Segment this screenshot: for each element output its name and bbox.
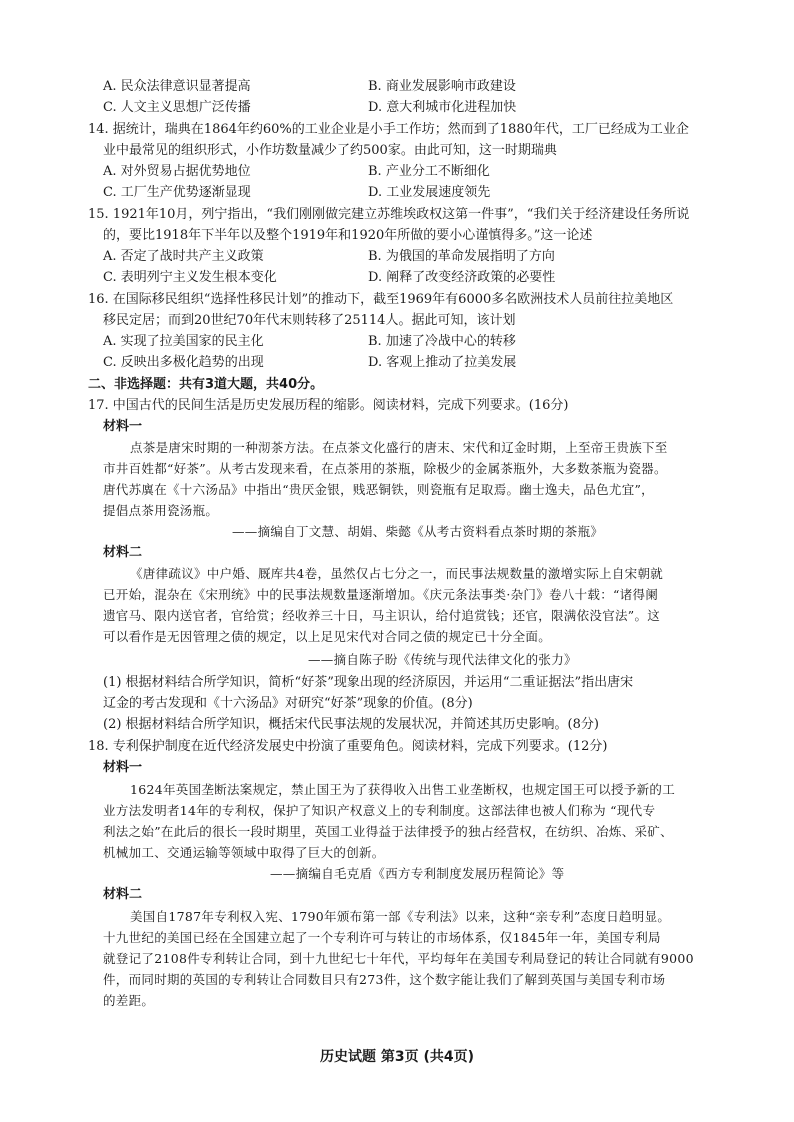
q18-material-1-line-4: 机械加工、交通运输等领域中取得了巨大的创新。 — [103, 845, 385, 860]
q15-option-d: D. 阐释了改变经济政策的必要性 — [368, 270, 556, 285]
q16-option-b: B. 加速了冷战中心的转移 — [368, 334, 516, 349]
q18-material-1-line-1: 1624年英国垄断法案规定，禁止国王为了获得收入出售工业垄断权，也规定国王可以授予新的工 — [130, 782, 676, 797]
q18-material-1-line-2: 业方法发明者14年的专利权，保护了知识产权意义上的专利制度。这部法律也被人们称为 “现代专 — [103, 803, 656, 818]
q13-option-b: B. 商业发展影响市政建设 — [368, 79, 516, 94]
q17-material-1-line-2: 市井百姓都“好茶”。从考古发现来看，在点茶用的茶瓶，除极少的金属茶瓶外，大多数茶瓶为瓷器。 — [103, 461, 667, 476]
q17-material-2-title: 材料二 — [103, 545, 143, 560]
q15-option-a: A. 否定了战时共产主义政策 — [103, 249, 264, 264]
q16-option-d: D. 客观上推动了拉美发展 — [368, 355, 517, 370]
q17-material-2-line-4: 可以看作是无因管理之债的规定，以上足见宋代对合同之债的规定已十分全面。 — [103, 629, 552, 644]
q18-material-2-line-3: 就登记了2108件专利转让合同，到十九世纪七十年代，平均每年在美国专利局登记的转让合同就有9000 — [103, 951, 694, 966]
q15-stem-line-2: 的，要比1918年下半年以及整个1919年和1920年所做的要小心谨慎得多。”这一论述 — [103, 228, 593, 243]
q13-option-d: D. 意大利城市化进程加快 — [368, 100, 517, 115]
q18-material-1-title: 材料一 — [103, 760, 143, 775]
q17-requirement-1-line-1: (1) 根据材料结合所学知识，简析“好茶”现象出现的经济原因，并运用“二重证据法”指出唐宋 — [103, 675, 634, 690]
page-footer: 历史试题 第3页 (共4页) — [319, 1049, 475, 1065]
q14-option-d: D. 工业发展速度领先 — [368, 185, 491, 200]
q15-option-b: B. 为俄国的革命发展指明了方向 — [368, 249, 555, 264]
q13-option-c: C. 人文主义思想广泛传播 — [103, 100, 251, 115]
q14-stem-line-1: 14. 据统计，瑞典在1864年约60%的工业企业是小手工作坊；然而到了1880年代，工厂已经成为工业企 — [88, 122, 689, 137]
q18-material-1-line-3: 利法之始”在此后的很长一段时期里，英国工业得益于法律授予的独占经营权，在纺织、冶炼、采矿、 — [103, 824, 673, 839]
q18-material-1-source: ——摘编自毛克盾《西方专利制度发展历程简论》等 — [270, 866, 565, 881]
q17-material-2-source: ——摘自陈子盼《传统与现代法律文化的张力》 — [308, 652, 577, 667]
q16-option-a: A. 实现了拉美国家的民主化 — [103, 334, 264, 349]
q17-material-1-source: ——摘编自丁文慧、胡娟、柴懿《从考古资料看点茶时期的茶瓶》 — [232, 524, 604, 539]
q14-option-a: A. 对外贸易占据优势地位 — [103, 164, 251, 179]
q17-material-2-line-3: 遗官马、限内送官者，官给赏；经收养三十日，马主识认，给付追赏钱；还官，限满依没官法”。这 — [103, 608, 661, 623]
q16-stem-line-2: 移民定居；而到20世纪70年代末则转移了25114人。据此可知，该计划 — [103, 313, 516, 328]
q17-material-2-line-1: 《唐律疏议》中户婚、厩库共4卷，虽然仅占七分之一，而民事法规数量的激增实际上自宋朝就 — [130, 566, 664, 581]
q17-material-2-line-2: 已开始，混杂在《宋刑统》中的民事法规数量逐渐增加。《庆元条法事类·杂门》卷八十载：“诸得阑 — [103, 587, 659, 602]
q14-option-c: C. 工厂生产优势逐渐显现 — [103, 185, 251, 200]
q17-material-1-title: 材料一 — [103, 419, 143, 434]
q18-material-2-line-1: 美国自1787年专利权入宪、1790年颁布第一部《专利法》以来，这种“亲专利”态度日趋明显。 — [130, 909, 671, 924]
q18-stem: 18. 专利保护制度在近代经济发展史中扮演了重要角色。阅读材料，完成下列要求。(12分) — [88, 739, 608, 754]
q17-requirement-1-line-2: 辽金的考古发现和《十六汤品》对研究“好茶”现象的价值。(8分) — [103, 696, 473, 711]
q17-stem: 17. 中国古代的民间生活是历史发展历程的缩影。阅读材料，完成下列要求。(16分) — [88, 398, 569, 413]
q16-option-c: C. 反映出多极化趋势的出现 — [103, 355, 264, 370]
q18-material-2-line-2: 十九世纪的美国已经在全国建立起了一个专利许可与转让的市场体系，仅1845年一年，美国专利局 — [103, 930, 661, 945]
q17-material-1-line-4: 提倡点茶用瓷汤瓶。 — [103, 503, 219, 518]
q17-requirement-2: (2) 根据材料结合所学知识，概括宋代民事法规的发展状况，并简述其历史影响。(8分) — [103, 717, 599, 732]
q18-material-2-title: 材料二 — [103, 887, 143, 902]
q15-option-c: C. 表明列宁主义发生根本变化 — [103, 270, 277, 285]
q18-material-2-line-5: 的差距。 — [103, 993, 155, 1008]
q17-material-1-line-3: 唐代苏廙在《十六汤品》中指出“贵厌金银，贱恶铜铁，则瓷瓶有足取焉。幽士逸夫，品色尤宜”， — [103, 482, 654, 497]
q16-stem-line-1: 16. 在国际移民组织“选择性移民计划”的推动下，截至1969年有6000多名欧洲技术人员前往拉美地区 — [88, 292, 674, 307]
q14-option-b: B. 产业分工不断细化 — [368, 164, 490, 179]
section-heading: 二、非选择题：共有3道大题，共40分。 — [88, 377, 324, 392]
q17-material-1-line-1: 点茶是唐宋时期的一种沏茶方法。在点茶文化盛行的唐末、宋代和辽金时期，上至帝王贵族下至 — [130, 440, 668, 455]
q14-stem-line-2: 业中最常见的组织形式，小作坊数量减少了约500家。由此可知，这一时期瑞典 — [103, 143, 557, 158]
q13-option-a: A. 民众法律意识显著提高 — [103, 79, 251, 94]
q18-material-2-line-4: 件，而同时期的英国的专利转让合同数目只有273件，这个数字能让我们了解到英国与美国专利市场 — [103, 972, 666, 987]
q15-stem-line-1: 15. 1921年10月，列宁指出，“我们刚刚做完建立苏维埃政权这第一件事”，“我们关于经济建设任务所说 — [88, 207, 690, 222]
